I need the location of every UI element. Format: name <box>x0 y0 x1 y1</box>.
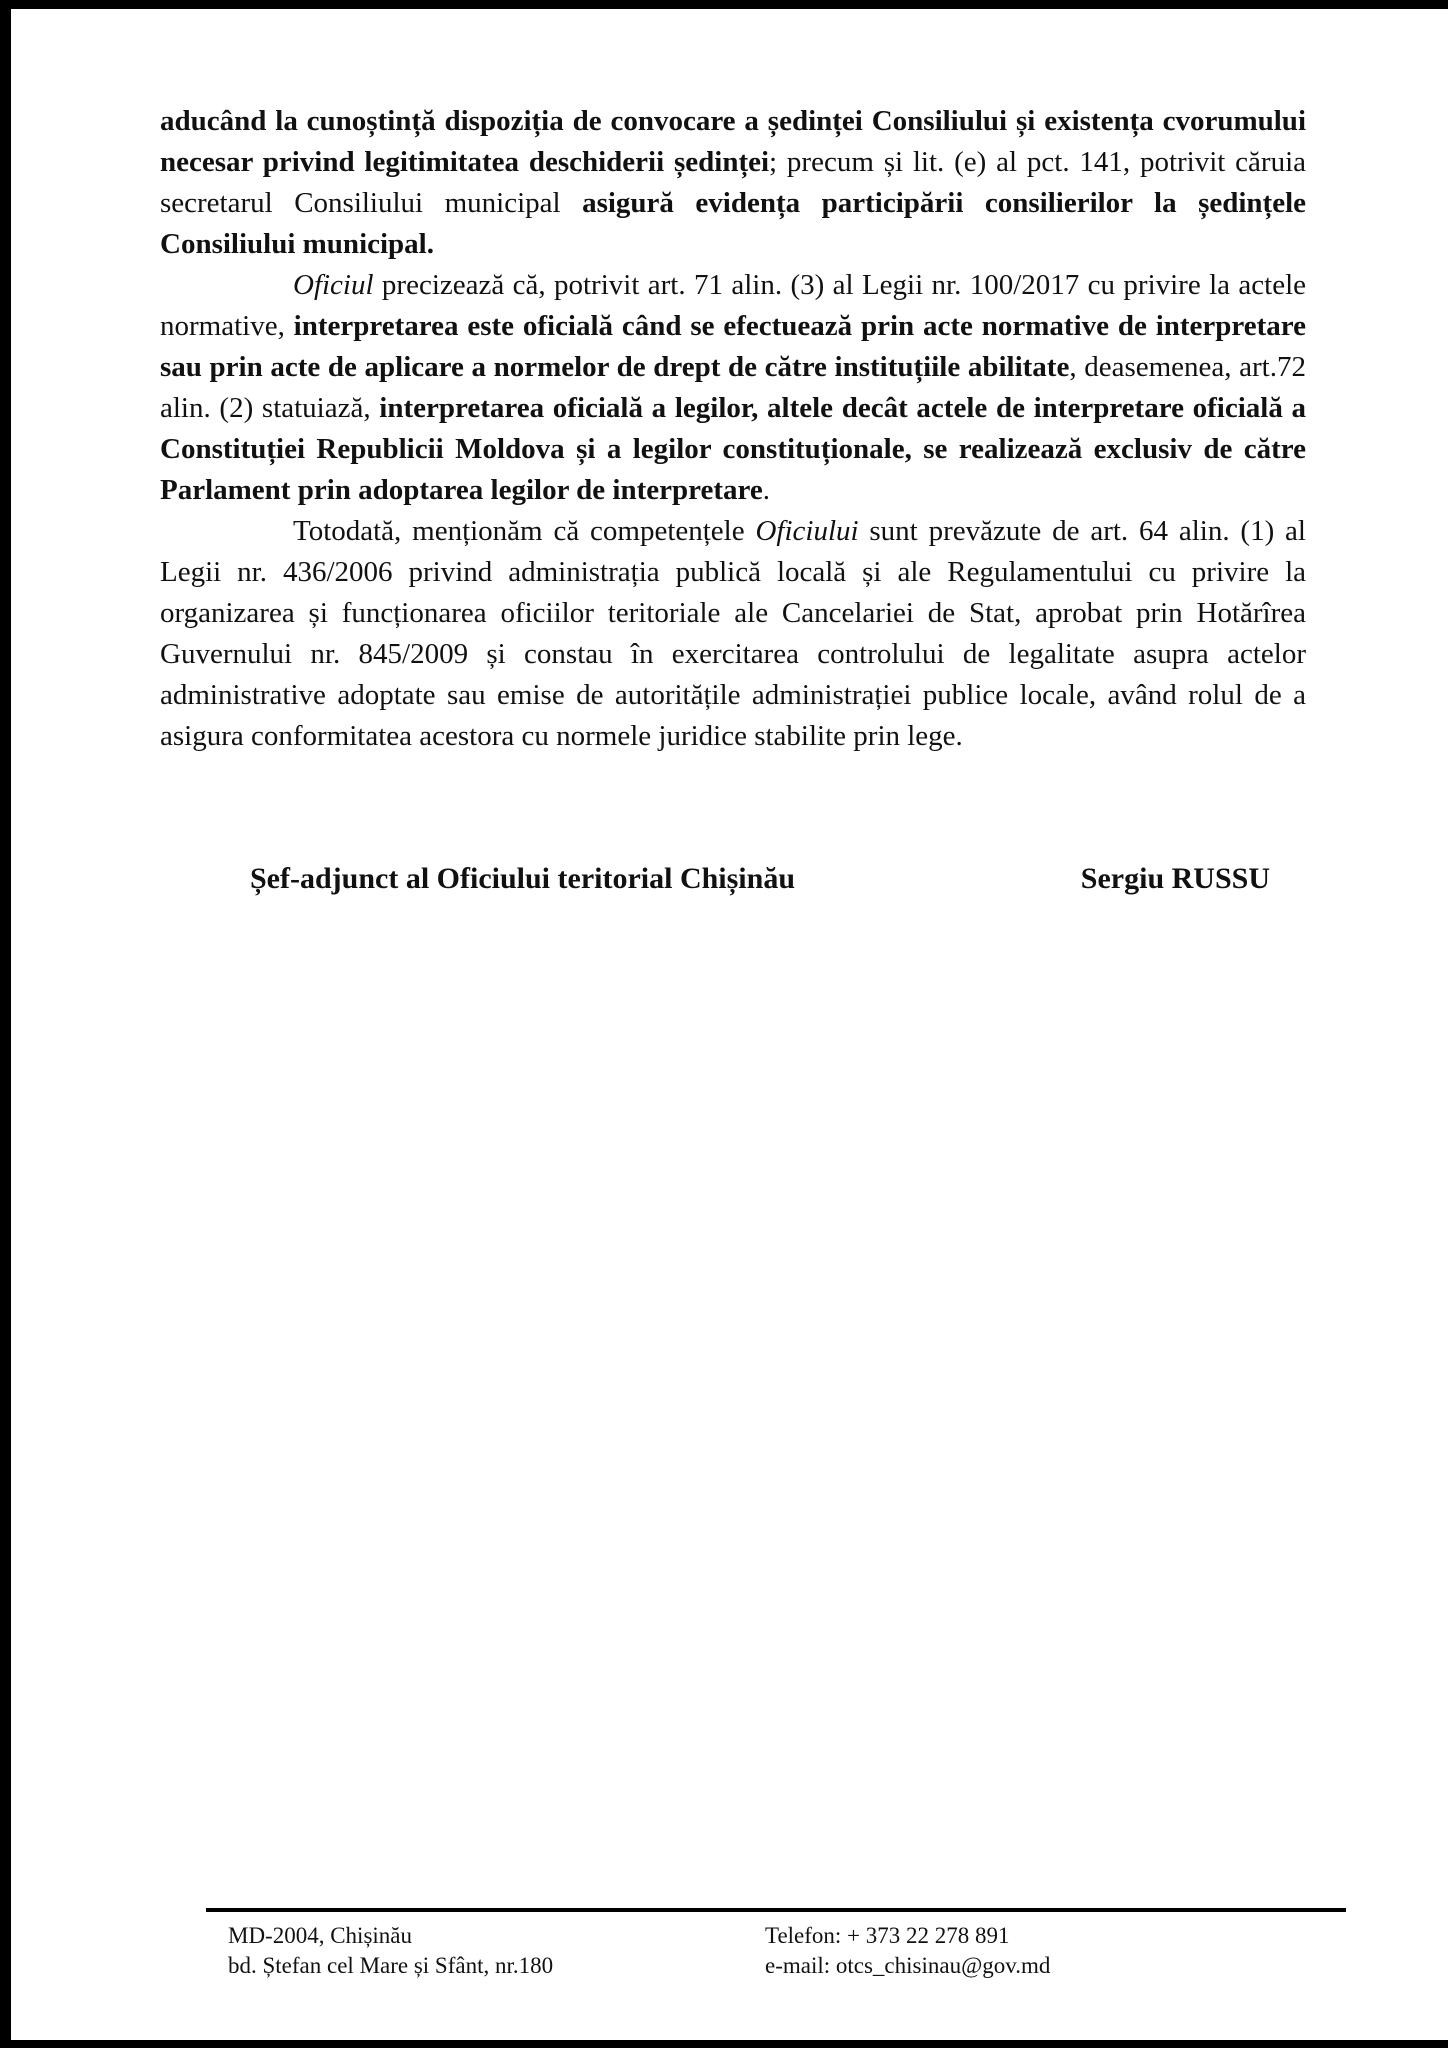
footer-divider <box>206 1908 1346 1912</box>
signer-name: Sergiu RUSSU <box>1080 862 1270 895</box>
body-paragraph-2 <box>160 265 1306 511</box>
text-run: interpretarea este oficială când se efectuează prin acte normative de interpretare sau prin acte de aplicare a normelor de drept de către instituțiile abilitate <box>160 310 1307 383</box>
text-run: precizează că, potrivit art. 71 alin. (3) al Legii nr. 100/2017 cu privire la actele normative, <box>160 269 1306 342</box>
footer-email: e-mail: otcs_chisinau@gov.md <box>765 1953 1051 1978</box>
text-run: aducând la cunoștință dispoziția de convocare a ședinței Consiliului și existența cvorumului necesar privind legitimitatea deschiderii ședinței <box>160 105 1306 178</box>
text-run: asigură evidența participării consilierilor la ședințele Consiliului municipal. <box>160 187 1307 260</box>
scan-border-left <box>0 0 11 2048</box>
text-run: Oficiului <box>755 515 859 547</box>
text-run: . <box>762 474 770 506</box>
text-run: Oficiul <box>293 269 374 301</box>
footer-address-line2: bd. Ștefan cel Mare și Sfânt, nr.180 <box>228 1953 554 1978</box>
footer-address <box>228 1921 765 1981</box>
footer-contact <box>765 1921 1338 1981</box>
footer-phone: Telefon: + 373 22 278 891 <box>765 1923 1010 1948</box>
text-run: interpretarea oficială a legilor, altele decât actele de interpretare oficială a Constituției Republicii Moldova și a legilor constituționale, se realizează exclusiv de către Parlament prin adoptarea legilor de interpretare <box>160 392 1306 506</box>
text-run: sunt prevăzute de art. 64 alin. (1) al Legii nr. 436/2006 privind administrația publică locală și ale Regulamentului cu privire la organizarea și funcționarea oficiilor teritoriale ale Cancelariei de Stat, aprobat prin Hotărîrea Guvernului nr. 845/2009 și constau în exercitarea controlului de legalitate asupra actelor administrative adoptate sau emise de autoritățile administrației publice locale, având rolul de a asigura conformitatea acestora cu normele juridice stabilite prin lege. <box>160 515 1306 752</box>
text-run: Totodată, menționăm că competențele <box>293 515 756 547</box>
scan-border-bottom <box>0 2040 1448 2048</box>
document-body <box>160 101 1306 757</box>
signer-title: Șef-adjunct al Oficiului teritorial Chișinău <box>250 862 796 895</box>
body-paragraph-1 <box>160 101 1306 265</box>
signature-block <box>250 862 1270 896</box>
body-paragraph-3 <box>160 511 1306 757</box>
footer <box>228 1921 1338 1981</box>
scan-border-top <box>0 0 1448 9</box>
text-run: ; precum și lit. (e) al pct. 141, potrivit căruia secretarul Consiliului municipal <box>160 146 1307 219</box>
footer-address-line1: MD-2004, Chișinău <box>228 1923 412 1948</box>
text-run: , deasemenea, art.72 alin. (2) statuiază, <box>160 351 1306 424</box>
